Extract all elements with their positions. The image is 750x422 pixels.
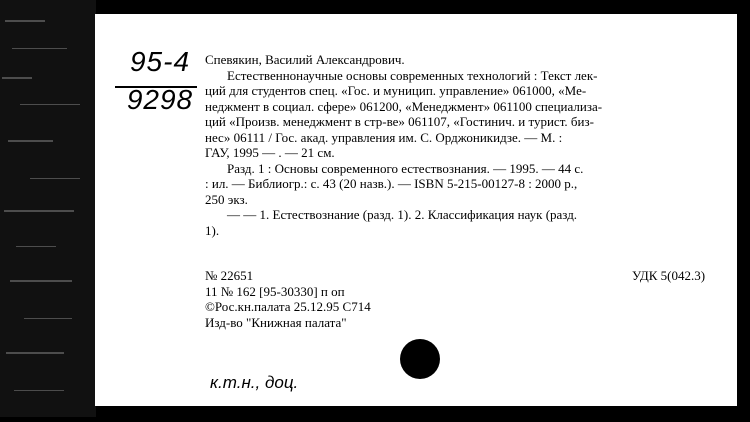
call-number-top: 95-4 [129, 46, 191, 77]
catalog-card [95, 14, 737, 406]
record-heading: Спевякин, Василий Александрович. [205, 52, 405, 67]
handwritten-note: к.т.н., доц. [210, 373, 299, 392]
record-description-line: Естественнонаучные основы современных технологий : Текст лек- [227, 67, 598, 83]
record-description-line: ций «Произв. менеджмент в стр-ве» 061107, «Гостинич. и турист. биз- [205, 114, 594, 129]
record-part-line: : ил. — Библиогр.: с. 43 (20 назв.). — ISBN 5-215-00127-8 : 2000 р., [205, 176, 578, 191]
record-description-line: ГАУ, 1995 — . — 21 см. [205, 145, 335, 160]
record-chamber-line: ©Рос.кн.палата 25.12.95 С714 [205, 299, 371, 314]
noise-pattern [0, 0, 96, 417]
record-code-line: 11 № 162 [95-30330] п оп [205, 283, 345, 299]
record-number: № 22651 [205, 268, 254, 283]
record-subject-line: — — 1. Естествознание (разд. 1). 2. Классификация наук (разд. [227, 207, 578, 222]
card-footer [205, 268, 371, 330]
punch-hole [400, 339, 440, 379]
scan-edge-right [737, 0, 750, 417]
record-body [205, 52, 602, 238]
record-publisher-line: Изд-во "Книжная палата" [205, 314, 347, 330]
udk-code: УДК 5(042.3) [632, 268, 706, 283]
record-subject-line: 1). [205, 222, 220, 238]
record-description-line: ций для студентов спец. «Гос. и муницип. управление» 061000, «Ме- [205, 83, 587, 98]
record-description-line: неджмент в социал. сфере» 061200, «Менеджмент» 061100 специализа- [205, 98, 603, 114]
scan-noise-left [0, 0, 96, 417]
record-part-line: Разд. 1 : Основы современного естествознания. — 1995. — 44 с. [227, 160, 584, 176]
record-part-line: 250 экз. [205, 191, 248, 207]
call-number-bottom: 9298 [126, 84, 194, 115]
record-description-line: нес» 06111 / Гос. акад. управления им. С. Орджоникидзе. — М. : [205, 129, 563, 145]
